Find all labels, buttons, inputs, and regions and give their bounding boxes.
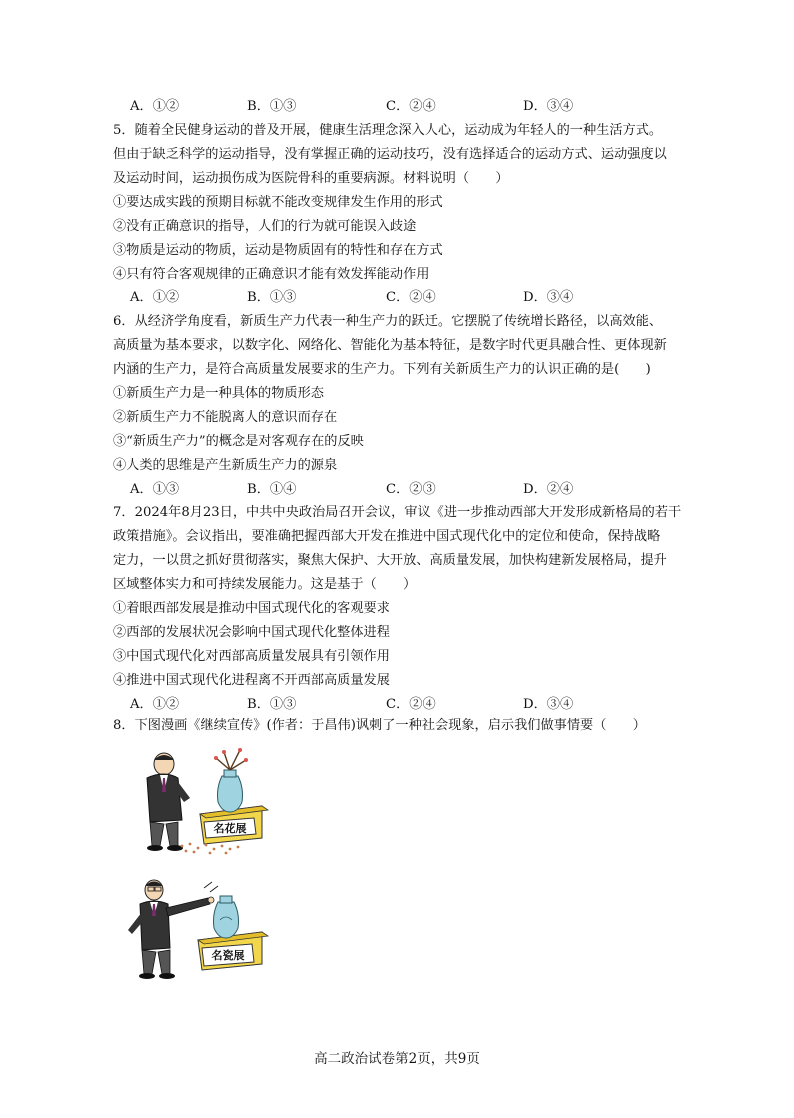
cartoon-man-figure (147, 753, 190, 851)
q6-option-b: B．①④ (247, 482, 297, 497)
q4-option-b: B．①③ (247, 99, 297, 114)
q4-option-d: D．③④ (523, 99, 574, 114)
q7-stem-line-2: 政策措施》。会议指出，要准确把握西部大开发在推进中国式现代化中的定位和使命，保持战略 (113, 529, 661, 544)
q5-item-4: ④只有符合客观规律的正确意识才能有效发挥能动作用 (113, 267, 430, 282)
q6-item-1: ①新质生产力是一种具体的物质形态 (113, 386, 324, 401)
q7-stem-line-3: 定力，一以贯之抓好贯彻落实，聚焦大保护、大开放、高质量发展，加快构建新发展格局，提升 (113, 553, 667, 568)
q7-option-a: A．①② (130, 697, 180, 712)
q7-options (130, 696, 690, 714)
q7-item-3: ③中国式现代化对西部高质量发展具有引领作用 (113, 649, 390, 664)
q5-option-d: D．③④ (523, 290, 574, 305)
q7-stem-line-4: 区域整体实力和可持续发展能力。这是基于（ ） (113, 577, 417, 592)
q5-item-3: ③物质是运动的物质，运动是物质固有的特性和存在方式 (113, 243, 443, 258)
page-footer: 高二政治试卷第2页，共9页 (314, 1051, 480, 1067)
q6-option-c: C．②③ (386, 482, 436, 497)
q5-options (130, 289, 690, 307)
q7-item-1: ①着眼西部发展是推动中国式现代化的客观要求 (113, 601, 390, 616)
q5-option-c: C．②④ (386, 290, 436, 305)
q6-item-2: ②新质生产力不能脱离人的意识而存在 (113, 410, 338, 425)
q7-stem-line-1: 7．2024年8月23日，中共中央政治局召开会议，审议《进一步推动西部大开发形成新格局的若干 (113, 505, 682, 520)
q5-stem-line-2: 但由于缺乏科学的运动指导，没有掌握正确的运动技巧，没有选择适合的运动方式、运动强度以 (113, 147, 667, 162)
flower-show-sign-text: 名花展 (213, 822, 247, 835)
q6-option-d: D．②④ (523, 482, 574, 497)
q6-item-4: ④人类的思维是产生新质生产力的源泉 (113, 458, 338, 473)
q6-stem-line-2: 高质量为基本要求，以数字化、网络化、智能化为基本特征，是数字时代更具融合性、更体现新 (113, 338, 667, 353)
q6-item-3: ③“新质生产力”的概念是对客观存在的反映 (113, 434, 364, 449)
q5-item-1: ①要达成实践的预期目标就不能改变规律发生作用的形式 (113, 195, 443, 210)
cartoon-panel-porcelain-show (112, 876, 272, 986)
cartoon-porcelain-vase (214, 896, 239, 938)
q7-item-4: ④推进中国式现代化进程离不开西部高质量发展 (113, 673, 390, 688)
q7-option-d: D．③④ (523, 697, 574, 712)
q6-options (130, 481, 690, 499)
q7-item-2: ②西部的发展状况会影响中国式现代化整体进程 (113, 625, 390, 640)
q4-options (130, 98, 690, 116)
q6-stem-line-3: 内涵的生产力，是符合高质量发展要求的生产力。下列有关新质生产力的认识正确的是( ) (113, 362, 651, 377)
q6-option-a: A．①③ (130, 482, 180, 497)
q4-option-a: A．①② (130, 99, 180, 114)
q5-option-a: A．①② (130, 290, 180, 305)
q5-stem-line-3: 及运动时间，运动损伤成为医院骨科的重要病源。材料说明（ ） (113, 171, 509, 186)
q5-option-b: B．①③ (247, 290, 297, 305)
q5-item-2: ②没有正确意识的指导，人们的行为就可能误入歧途 (113, 219, 417, 234)
porcelain-show-sign-text: 名瓷展 (211, 949, 245, 962)
q7-option-b: B．①③ (247, 697, 297, 712)
q7-option-c: C．②④ (386, 697, 436, 712)
flower-show-sign (204, 818, 256, 838)
q8-stem: 8．下图漫画《继续宣传》(作者：于昌伟)讽刺了一种社会现象，启示我们做事情要（ ） (113, 718, 646, 733)
cartoon-vase (218, 770, 243, 812)
q5-stem-line-1: 5．随着全民健身运动的普及开展，健康生活理念深入人心，运动成为年轻人的一种生活方式。 (113, 123, 663, 138)
cartoon-panel-flower-show (112, 748, 272, 858)
q6-stem-line-1: 6．从经济学角度看，新质生产力代表一种生产力的跃迁。它摆脱了传统增长路径，以高效能、 (113, 314, 663, 329)
q4-option-c: C．②④ (386, 99, 436, 114)
porcelain-show-sign (202, 944, 254, 966)
